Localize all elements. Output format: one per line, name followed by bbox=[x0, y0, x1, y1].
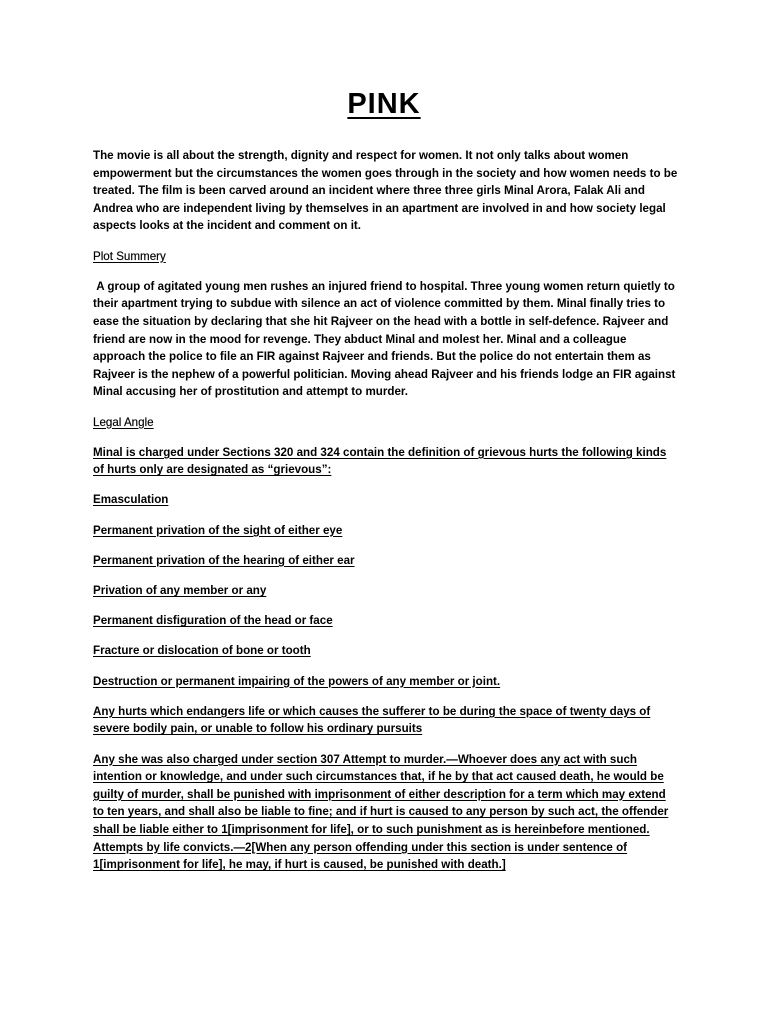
hurt-item-text: Permanent disfiguration of the head or face bbox=[93, 614, 333, 628]
plot-heading bbox=[93, 248, 678, 266]
hurt-item bbox=[93, 522, 678, 540]
document-body bbox=[93, 147, 678, 886]
plot-heading-text: Plot Summery bbox=[93, 249, 166, 263]
hurt-item-text: Privation of any member or any bbox=[93, 584, 267, 598]
hurt-item-text: Any hurts which endangers life or which causes the sufferer to be during the space of twenty days of severe bodily pain, or unable to follow his ordinary pursuits bbox=[93, 704, 651, 736]
document-title-text: PINK bbox=[347, 88, 421, 120]
section-307-text: Any she was also charged under section 307 Attempt to murder.—Whoever does any act with such intention or knowledge, and under such circumstances that, if he by that act caused death, he would be guilty of murder, shall be punished with imprisonment of either description for a term which may extend to ten years, and shall also be liable to fine; and if hurt is caused to any person by such act, the offender shall be liable either to 1[imprisonment for life], or to such punishment as is hereinbefore mentioned. Attempts by life convicts.—2[When any person offending under this section is under sentence of 1[imprisonment for life], he may, if hurt is caused, be punished with death.] bbox=[93, 752, 669, 872]
hurt-item-text: Fracture or dislocation of bone or tooth bbox=[93, 644, 311, 658]
document-title bbox=[0, 88, 768, 121]
hurt-item bbox=[93, 673, 678, 691]
hurt-item bbox=[93, 642, 678, 660]
hurt-item-text: Emasculation bbox=[93, 493, 169, 507]
hurt-item-text: Permanent privation of the sight of either eye bbox=[93, 523, 343, 537]
intro-paragraph: The movie is all about the strength, dignity and respect for women. It not only talks about women empowerment but the circumstances the women goes through in the society and how women needs to be treated. The film is been carved around an incident where three three girls Minal Arora, Falak Ali and Andrea who are independent living by themselves in an apartment are involved in and how society legal aspects looks at the incident and comment on it. bbox=[93, 149, 678, 233]
legal-heading-text: Legal Angle bbox=[93, 415, 154, 429]
legal-intro-text: Minal is charged under Sections 320 and 324 contain the definition of grievous hurts the following kinds of hurts only are designated as “grievous”: bbox=[93, 445, 667, 477]
legal-heading bbox=[93, 414, 678, 432]
legal-intro-paragraph bbox=[93, 444, 678, 479]
hurt-item bbox=[93, 612, 678, 630]
section-307-paragraph bbox=[93, 751, 678, 874]
hurt-item bbox=[93, 582, 678, 600]
hurt-item-text: Permanent privation of the hearing of either ear bbox=[93, 553, 355, 567]
hurt-item-text: Destruction or permanent impairing of the powers of any member or joint. bbox=[93, 674, 501, 688]
hurt-item bbox=[93, 703, 678, 738]
hurt-item bbox=[93, 491, 678, 509]
plot-paragraph: A group of agitated young men rushes an injured friend to hospital. Three young women return quietly to their apartment trying to subdue with silence an act of violence committed by them. Minal finally tries to ease the situation by declaring that she hit Rajveer on the head with a bottle in self-defence. Rajveer and friend are now in the mood for revenge. They abduct Minal and molest her. Minal and a colleague approach the police to file an FIR against Rajveer and friends. But the police do not entertain them as Rajveer is the nephew of a powerful politician. Moving ahead Rajveer and his friends lodge an FIR against Minal accusing her of prostitution and attempt to murder. bbox=[93, 279, 679, 399]
hurt-item bbox=[93, 552, 678, 570]
